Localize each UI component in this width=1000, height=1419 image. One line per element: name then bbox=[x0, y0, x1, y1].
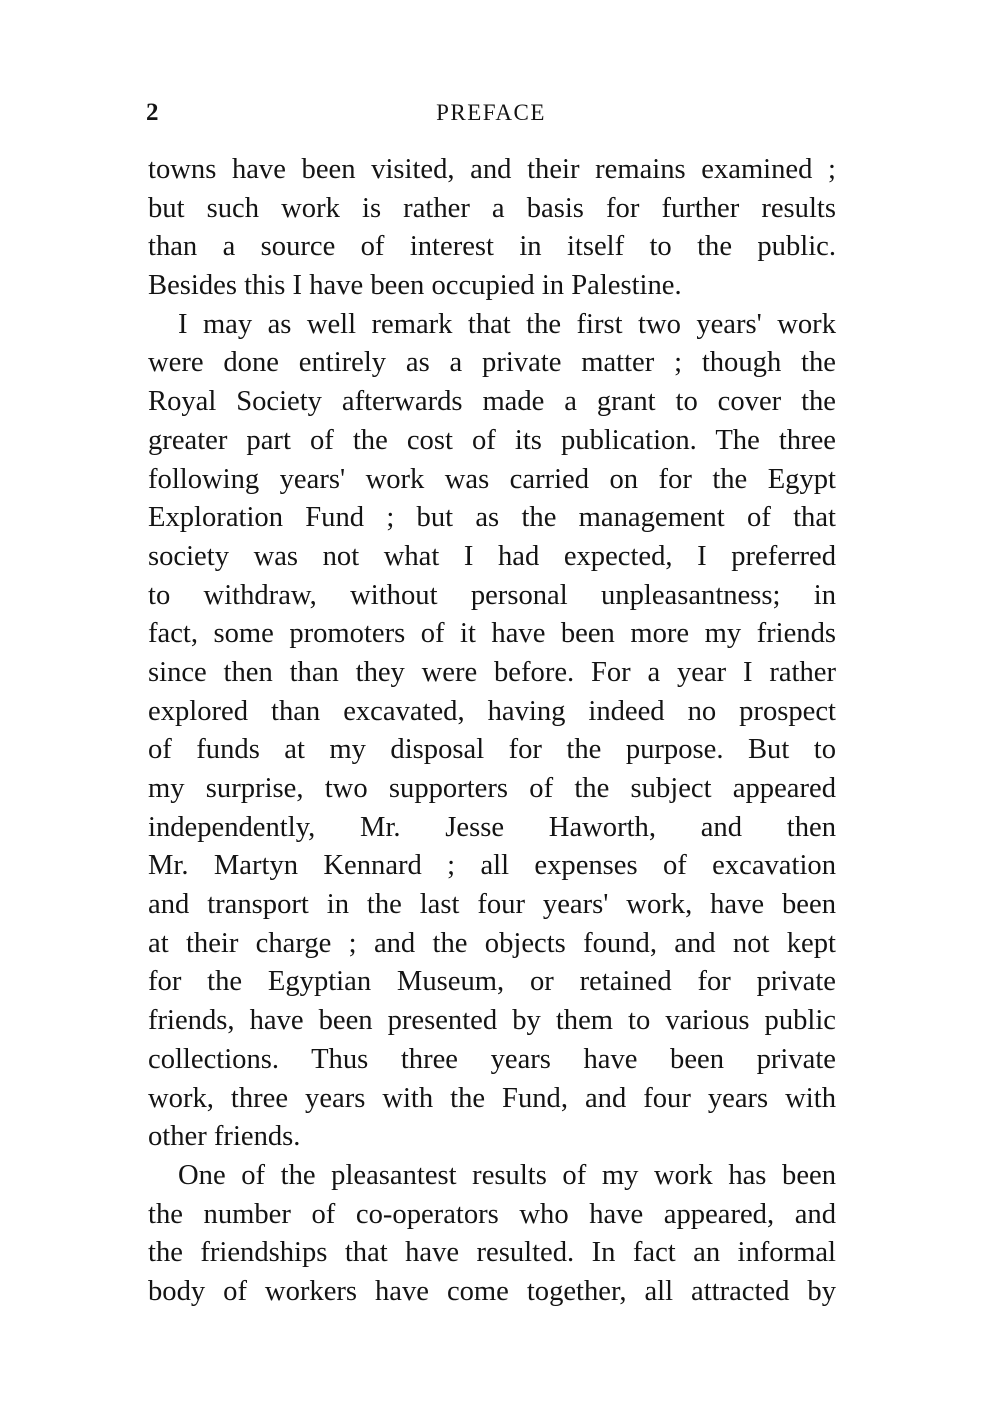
running-head bbox=[146, 96, 836, 130]
text-line: than a source of interest in itself to the public. bbox=[148, 231, 836, 263]
text-line: society was not what I had expected, I preferred bbox=[148, 540, 836, 572]
text-line: but such work is rather a basis for further results bbox=[148, 192, 836, 224]
text-line: were done entirely as a private matter ; though the bbox=[148, 347, 836, 379]
text-line: the friendships that have resulted. In fact an informal bbox=[148, 1237, 836, 1269]
text-line: work, three years with the Fund, and four years with bbox=[148, 1082, 836, 1114]
text-line: the number of co-operators who have appeared, and bbox=[148, 1198, 836, 1230]
text-line: One of the pleasantest results of my work has been bbox=[178, 1159, 836, 1191]
text-line: independently, Mr. Jesse Haworth, and then bbox=[148, 811, 836, 843]
text-line: at their charge ; and the objects found, and not kept bbox=[148, 927, 836, 959]
text-line: greater part of the cost of its publication. The three bbox=[148, 424, 836, 456]
text-line: towns have been visited, and their remains examined ; bbox=[148, 154, 836, 185]
text-line: since then than they were before. For a year I rather bbox=[148, 656, 836, 688]
text-line: Besides this I have been occupied in Palestine. bbox=[148, 270, 682, 302]
text-line: Royal Society afterwards made a grant to cover the bbox=[148, 386, 836, 418]
text-line: following years' work was carried on for the Egypt bbox=[148, 463, 836, 495]
text-line: and transport in the last four years' work, have been bbox=[148, 889, 836, 921]
text-line: explored than excavated, having indeed no prospect bbox=[148, 695, 836, 727]
text-line: friends, have been presented by them to various public bbox=[148, 1005, 836, 1037]
page-number: 2 bbox=[146, 99, 159, 126]
text-line: Mr. Martyn Kennard ; all expenses of excavation bbox=[148, 850, 836, 882]
text-line: to withdraw, without personal unpleasantness; in bbox=[148, 579, 836, 611]
text-line: other friends. bbox=[148, 1121, 301, 1153]
text-line: body of workers have come together, all attracted by bbox=[148, 1275, 836, 1307]
running-title: PREFACE bbox=[436, 100, 546, 125]
text-line: of funds at my disposal for the purpose. But to bbox=[148, 734, 836, 766]
text-line: my surprise, two supporters of the subject appeared bbox=[148, 773, 836, 804]
text-line: for the Egyptian Museum, or retained for private bbox=[148, 966, 836, 998]
text-line: I may as well remark that the first two years' work bbox=[178, 308, 836, 340]
text-line: Exploration Fund ; but as the management of that bbox=[148, 502, 836, 534]
text-line: collections. Thus three years have been private bbox=[148, 1043, 836, 1075]
body-text bbox=[148, 151, 836, 1312]
text-line: fact, some promoters of it have been more my friends bbox=[148, 618, 836, 650]
